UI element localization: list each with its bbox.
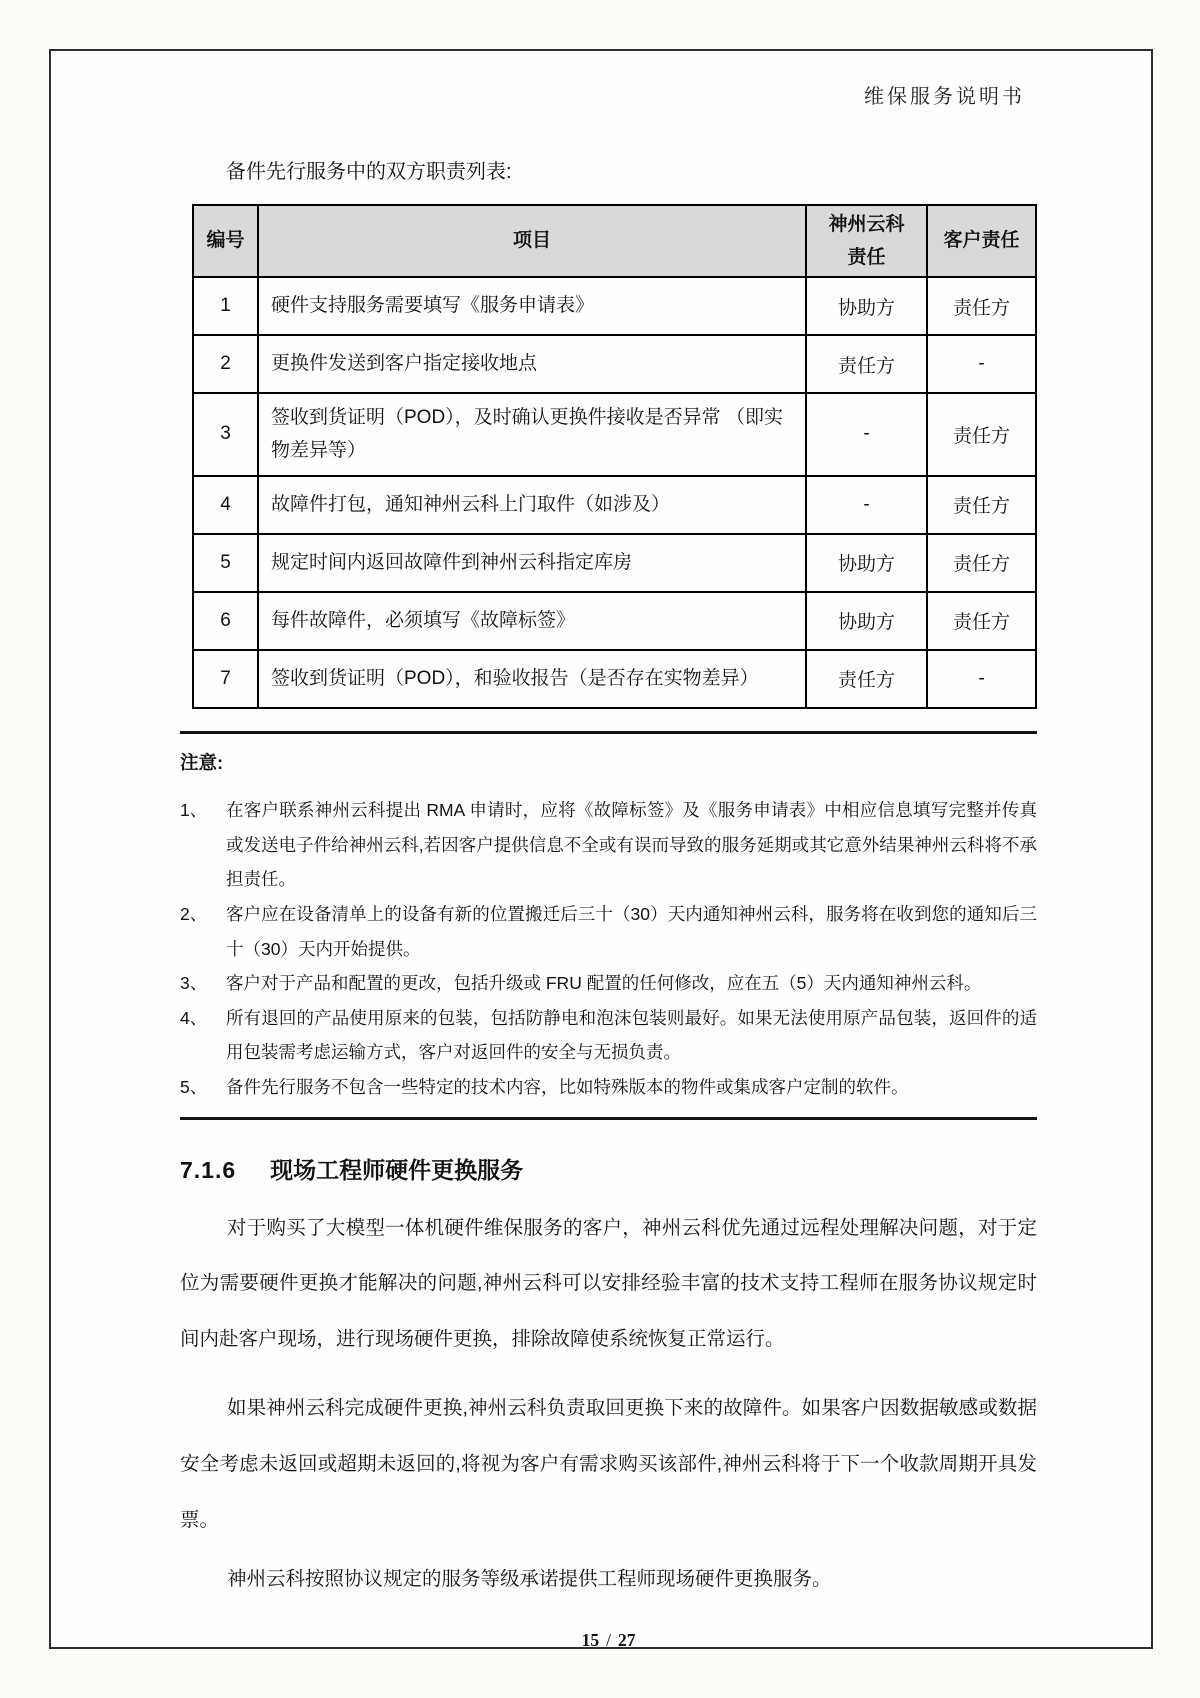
page-number-footer	[180, 1630, 1037, 1649]
row-customer-responsibility: 责任方	[927, 534, 1036, 592]
row-customer-responsibility: 责任方	[927, 393, 1036, 476]
note-text: 备件先行服务不包含一些特定的技术内容，比如特殊版本的物件或集成客户定制的软件。	[226, 1077, 909, 1098]
note-number: 5、	[180, 1077, 208, 1098]
row-vendor-responsibility: 协助方	[806, 534, 927, 592]
table-row	[193, 476, 1036, 534]
body-paragraph: 如果神州云科完成硬件更换,神州云科负责取回更换下来的故障件。如果客户因数据敏感或数据安全考虑未返回或超期未返回的,将视为客户有需求购买该部件,神州云科将于下一个收款周期开具发票。	[180, 1397, 1037, 1531]
row-customer-responsibility: 责任方	[927, 592, 1036, 650]
row-customer-responsibility: -	[927, 650, 1036, 708]
page-number-current: 15	[581, 1629, 600, 1649]
row-vendor-responsibility: 协助方	[806, 592, 927, 650]
page-number-total: 27	[617, 1629, 636, 1649]
header-vendor-line1: 神州云科	[828, 213, 905, 235]
section-heading	[180, 1152, 1037, 1185]
row-customer-responsibility: 责任方	[927, 476, 1036, 534]
header-cell-customer: 客户责任	[927, 205, 1036, 277]
body-paragraph: 神州云科按照协议规定的服务等级承诺提供工程师现场硬件更换服务。	[227, 1568, 832, 1591]
row-id: 1	[193, 277, 258, 335]
row-vendor-responsibility: 协助方	[806, 277, 927, 335]
note-item	[180, 1070, 1037, 1105]
note-item	[180, 1001, 1037, 1070]
table-row	[193, 534, 1036, 592]
header-cell-id: 编号	[193, 205, 258, 277]
note-number: 3、	[180, 973, 208, 994]
row-id: 7	[193, 650, 258, 708]
notes-list	[180, 793, 1037, 1105]
row-vendor-responsibility: 责任方	[806, 335, 927, 393]
table-row	[193, 393, 1036, 476]
note-text: 客户对于产品和配置的更改，包括升级或 FRU 配置的任何修改，应在五（5）天内通知神州云科。	[226, 973, 982, 994]
row-customer-responsibility: -	[927, 335, 1036, 393]
row-id: 6	[193, 592, 258, 650]
row-id: 5	[193, 534, 258, 592]
row-id: 4	[193, 476, 258, 534]
note-number: 1、	[180, 800, 208, 820]
notes-title: 注意:	[180, 751, 224, 773]
row-vendor-responsibility: -	[806, 393, 927, 476]
row-customer-responsibility: 责任方	[927, 277, 1036, 335]
row-vendor-responsibility: 责任方	[806, 650, 927, 708]
note-item	[180, 793, 1037, 897]
row-item: 每件故障件，必须填写《故障标签》	[258, 592, 806, 650]
page-number-separator: /	[606, 1629, 611, 1649]
table-row	[193, 650, 1036, 708]
section-number: 7.1.6	[180, 1156, 237, 1183]
row-item: 规定时间内返回故障件到神州云科指定库房	[258, 534, 806, 592]
page-content	[180, 51, 1037, 1649]
header-cell-vendor	[806, 205, 927, 277]
row-item: 故障件打包，通知神州云科上门取件（如涉及）	[258, 476, 806, 534]
table-header-row	[193, 205, 1036, 277]
note-text: 在客户联系神州云科提出 RMA 申请时，应将《故障标签》及《服务申请表》中相应信息填写完整并传真或发送电子件给神州云科,若因客户提供信息不全或有误而导致的服务延期或其它意外结果神州云科将不承担责任。	[226, 800, 1037, 890]
table-row	[193, 335, 1036, 393]
note-text: 客户应在设备清单上的设备有新的位置搬迁后三十（30）天内通知神州云科，服务将在收到您的通知后三十（30）天内开始提供。	[226, 903, 1037, 959]
responsibility-table	[192, 204, 1037, 709]
row-item: 签收到货证明（POD），和验收报告（是否存在实物差异）	[258, 650, 806, 708]
note-number: 4、	[180, 1007, 208, 1028]
section-divider-bottom	[180, 1117, 1037, 1120]
note-item	[180, 897, 1037, 966]
table-row	[193, 277, 1036, 335]
header-cell-item: 项目	[258, 205, 806, 277]
row-item: 硬件支持服务需要填写《服务申请表》	[258, 277, 806, 335]
body-paragraph: 对于购买了大模型一体机硬件维保服务的客户，神州云科优先通过远程处理解决问题，对于定位为需要硬件更换才能解决的问题,神州云科可以安排经验丰富的技术支持工程师在服务协议规定时间内赴客户现场，进行现场硬件更换，排除故障使系统恢复正常运行。	[180, 1216, 1037, 1350]
section-divider-top	[180, 731, 1037, 734]
row-id: 3	[193, 393, 258, 476]
row-item: 签收到货证明（POD），及时确认更换件接收是否异常 （即实物差异等）	[258, 393, 806, 476]
table-intro-text: 备件先行服务中的双方职责列表:	[226, 161, 512, 183]
note-item	[180, 966, 1037, 1001]
row-vendor-responsibility: -	[806, 476, 927, 534]
row-id: 2	[193, 335, 258, 393]
row-item: 更换件发送到客户指定接收地点	[258, 335, 806, 393]
table-row	[193, 592, 1036, 650]
header-vendor-line2: 责任	[847, 247, 886, 268]
document-header-title: 维保服务说明书	[864, 86, 1025, 108]
note-text: 所有退回的产品使用原来的包装，包括防静电和泡沫包装则最好。如果无法使用原产品包装，返回件的适用包装需考虑运输方式，客户对返回件的安全与无损负责。	[226, 1007, 1037, 1063]
document-page	[49, 49, 1153, 1649]
section-title: 现场工程师硬件更换服务	[270, 1156, 524, 1183]
note-number: 2、	[180, 903, 208, 924]
